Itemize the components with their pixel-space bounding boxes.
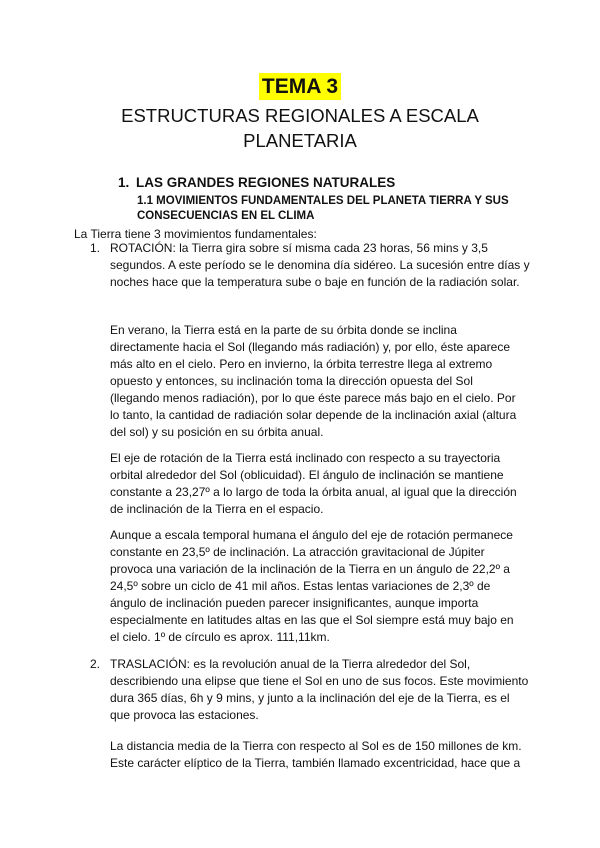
list-item-number: 1.: [90, 241, 101, 255]
section-title: LAS GRANDES REGIONES NATURALES: [136, 175, 396, 190]
paragraph: El eje de rotación de la Tierra está inclinado con respecto a su trayectoria orbital alrededor del Sol (oblicuidad). El ángulo de inclinación se mantiene constante a 23,27º a lo largo de toda la órbita anual, al igual que la dirección de inclinación de la Tierra en el espacio.: [110, 451, 517, 516]
page-title: TEMA 3: [259, 73, 341, 100]
section-number: 1.: [118, 175, 130, 190]
list-item-body: [110, 240, 530, 291]
paragraph: En verano, la Tierra está en la parte de su órbita donde se inclina directamente hacia el Sol (llegando más radiación) y, por ello, éste aparece más alto en el cielo. Pero en invierno, la órbita terrestre llega al extremo opuesto y entonces, su inclinación toma la dirección opuesta del Sol (llegando menos radiación), por lo que éste parece más bajo en el cielo. Por lo tanto, la cantidad de radiación solar depende de la inclinación axial (altura del sol) y su posición en su órbita anual.: [110, 323, 517, 439]
list-item-body: [110, 656, 530, 724]
paragraph: TRASLACIÓN: es la revolución anual de la Tierra alrededor del Sol, describiendo una elipse que tiene el Sol en uno de sus focos. Este movimiento dura 365 días, 6h y 9 mins, y junto a la inclinación del eje de la Tierra, es el que provoca las estaciones.: [110, 657, 529, 722]
paragraph: Aunque a escala temporal humana el ángulo del eje de rotación permanece constante en 23,5º de inclinación. La atracción gravitacional de Júpiter provoca una variación de la inclinación de la Tierra en un ángulo de 22,2º a 24,5º sobre un ciclo de 41 mil años. Estas lentas variaciones de 2,3º de ángulo de inclinación pueden parecer insignificantes, aunque importa especialmente en latitudes altas en las que el Sol siempre está muy bajo en el cielo. 1º de círculo es aprox. 111,11km.: [110, 528, 514, 644]
paragraph: ROTACIÓN: la Tierra gira sobre sí misma cada 23 horas, 56 mins y 3,5 segundos. A este período se le denomina día sidéreo. La sucesión entre días y noches hace que la temperatura sube o baje en función de la radiación solar.: [110, 241, 530, 289]
list-item-number: 2.: [90, 657, 101, 671]
title-container: [0, 73, 600, 100]
page-subtitle: ESTRUCTURAS REGIONALES A ESCALA PLANETARIA: [121, 105, 479, 151]
subsection-heading: 1.1 MOVIMIENTOS FUNDAMENTALES DEL PLANETA TIERRA Y SUS CONSECUENCIAS EN EL CLIMA: [137, 195, 509, 222]
intro-text: La Tierra tiene 3 movimientos fundamentales:: [74, 227, 317, 241]
paragraph: La distancia media de la Tierra con respecto al Sol es de 150 millones de km. Este carácter elíptico de la Tierra, también llamado excentricidad, hace que a: [110, 739, 522, 770]
